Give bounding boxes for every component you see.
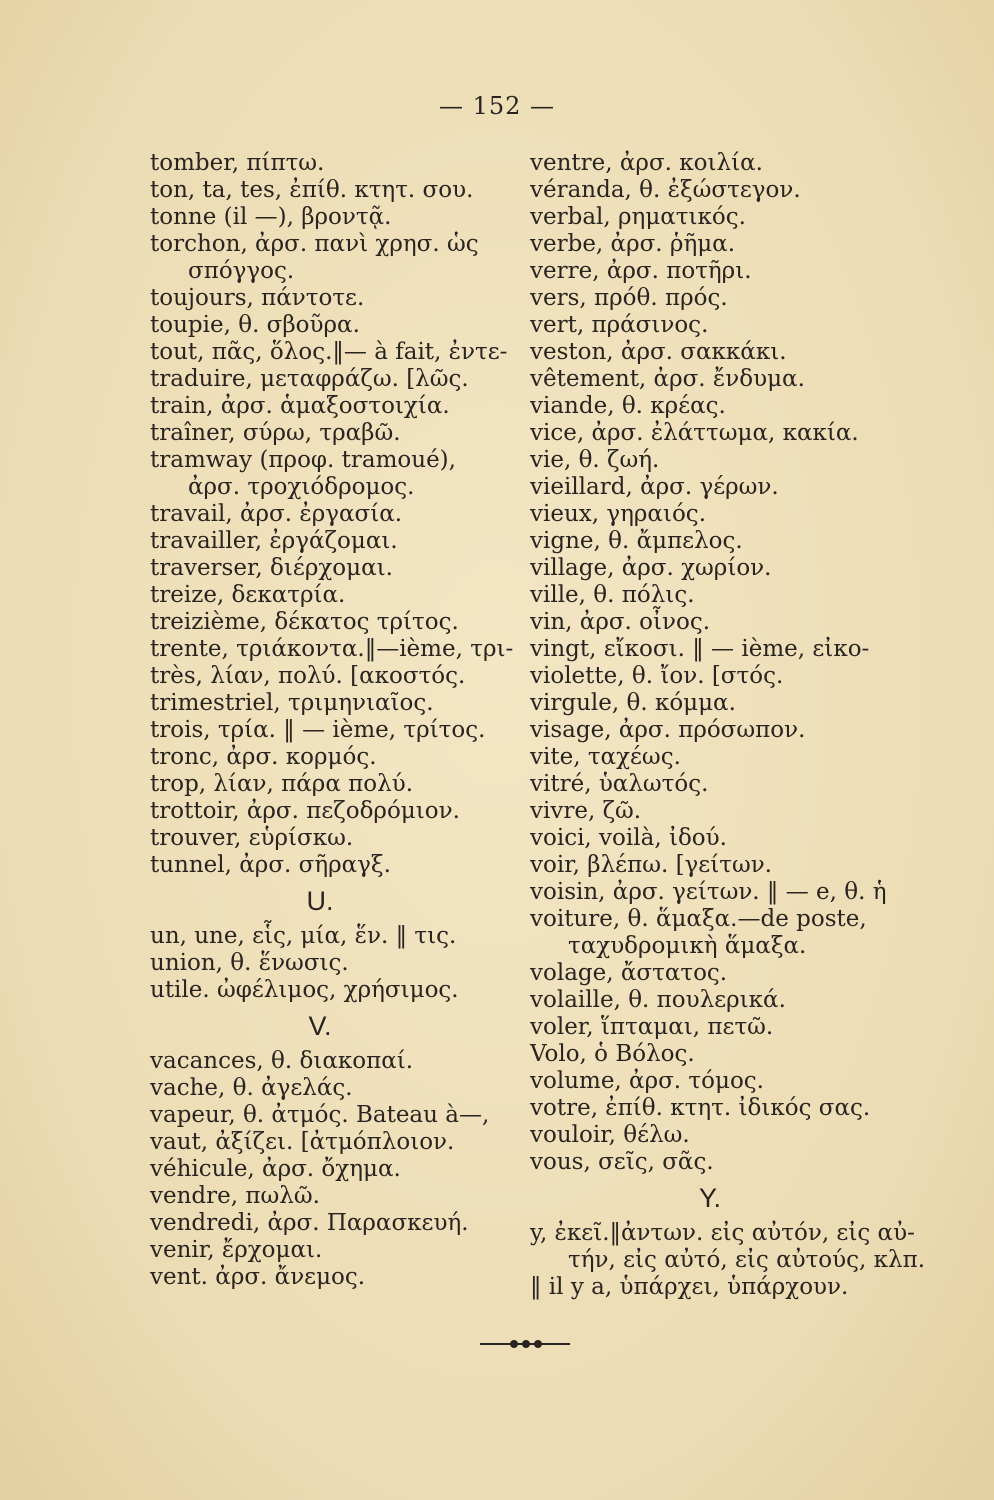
- dictionary-entry: très, λίαν, πολύ. [ακοστός.: [150, 663, 466, 689]
- dictionary-entry: vouloir, θέλω.: [530, 1122, 690, 1148]
- dictionary-entry: union, θ. ἕνωσις.: [150, 950, 349, 976]
- dictionary-entry: voler, ἵπταμαι, πετῶ.: [530, 1014, 774, 1040]
- right-column: [530, 150, 926, 1301]
- dictionary-entry: verbe, ἀρσ. ῥῆμα.: [530, 231, 736, 257]
- dictionary-entry: vigne, θ. ἄμπελος.: [530, 528, 743, 554]
- dictionary-entry: tramway (προφ. tramoué),: [150, 447, 456, 473]
- dictionary-entry: toujours, πάντοτε.: [150, 285, 365, 311]
- dictionary-entry: veston, ἀρσ. σακκάκι.: [530, 339, 787, 365]
- dictionary-entry: train, ἀρσ. ἁμαξοστοιχία.: [150, 393, 450, 419]
- section-letter: V.: [308, 1011, 332, 1041]
- dictionary-entry: Volo, ὁ Βόλος.: [530, 1041, 695, 1067]
- dictionary-entry: vent. ἀρσ. ἄνεμος.: [150, 1264, 366, 1290]
- dictionary-entry: violette, θ. ἴον. [στός.: [530, 663, 784, 689]
- dictionary-entry: vie, θ. ζωή.: [530, 447, 660, 473]
- dictionary-entry: tomber, πίπτω.: [150, 150, 325, 176]
- dictionary-entry: visage, ἀρσ. πρόσωπον.: [530, 717, 806, 743]
- dictionary-entry: voiture, θ. ἅμαξα.—de poste,: [530, 906, 867, 932]
- dictionary-entry: volaille, θ. πουλερικά.: [530, 987, 786, 1013]
- dictionary-entry: trottoir, ἀρσ. πεζοδρόμιον.: [150, 798, 460, 824]
- dictionary-entry: vendre, πωλῶ.: [150, 1183, 320, 1209]
- dictionary-entry: vendredi, ἀρσ. Παρασκευή.: [150, 1210, 469, 1236]
- dictionary-entry-continuation: ταχυδρομικὴ ἅμαξα.: [568, 933, 807, 959]
- dictionary-entry: viande, θ. κρέας.: [530, 393, 726, 419]
- dictionary-entry: toupie, θ. σβοῦρα.: [150, 312, 360, 338]
- dictionary-entry: vice, ἀρσ. ἐλάττωμα, κακία.: [530, 420, 859, 446]
- dictionary-entry: voisin, ἀρσ. γείτων. ‖ — e, θ. ἡ: [530, 879, 887, 905]
- dictionary-entry-continuation: ἀρσ. τροχιόδρομος.: [188, 474, 415, 500]
- dictionary-entry: trente, τριάκοντα.‖—ième, τρι-: [150, 636, 514, 662]
- dictionary-entry: vacances, θ. διακοπαί.: [150, 1048, 414, 1074]
- dictionary-entry: traverser, διέρχομαι.: [150, 555, 393, 581]
- dictionary-entry: vapeur, θ. ἀτμός. Bateau à—,: [150, 1102, 490, 1128]
- dictionary-entry: travail, ἀρσ. ἐργασία.: [150, 501, 403, 527]
- dictionary-entry: traduire, μεταφράζω. [λῶς.: [150, 366, 469, 392]
- dictionary-entry: trop, λίαν, πάρα πολύ.: [150, 771, 414, 797]
- dictionary-entry: traîner, σύρω, τραβῶ.: [150, 420, 401, 446]
- dictionary-entry: vitré, ὑαλωτός.: [530, 771, 709, 797]
- dictionary-entry: vache, θ. ἀγελάς.: [150, 1075, 353, 1101]
- dictionary-entry-continuation: τήν, εἰς αὐτό, εἰς αὐτούς, κλπ.: [568, 1247, 926, 1273]
- dictionary-entry: tronc, ἀρσ. κορμός.: [150, 744, 377, 770]
- dictionary-entry: voici, voilà, ἰδού.: [530, 825, 727, 851]
- dictionary-entry: y, ἐκεῖ.‖ἀντων. εἰς αὐτόν, εἰς αὐ-: [530, 1220, 915, 1246]
- end-ornament: [480, 1340, 570, 1348]
- dictionary-entry: vous, σεῖς, σᾶς.: [530, 1149, 714, 1175]
- dictionary-entry: tunnel, ἀρσ. σῆραγξ.: [150, 852, 391, 878]
- dictionary-entry: verre, ἀρσ. ποτῆρι.: [530, 258, 752, 284]
- dictionary-entry-continuation: σπόγγος.: [188, 258, 295, 284]
- dictionary-entry: vaut, ἀξίζει. [ἀτμόπλοιον.: [150, 1129, 455, 1155]
- dictionary-entry: verbal, ρηματικός.: [530, 204, 746, 230]
- dictionary-entry: vin, ἀρσ. οἶνος.: [530, 609, 711, 635]
- dictionary-entry: virgule, θ. κόμμα.: [530, 690, 736, 716]
- dictionary-entry: venir, ἔρχομαι.: [150, 1237, 323, 1263]
- dictionary-entry: vert, πράσινος.: [530, 312, 709, 338]
- left-column: [150, 150, 514, 1291]
- dictionary-entry: ton, ta, tes, ἐπίθ. κτητ. σου.: [150, 177, 474, 203]
- dictionary-entry: volume, ἀρσ. τόμος.: [530, 1068, 764, 1094]
- dictionary-entry: village, ἀρσ. χωρίον.: [530, 555, 772, 581]
- page-number: — 152 —: [438, 92, 556, 120]
- dictionary-entry: treize, δεκατρία.: [150, 582, 346, 608]
- dictionary-entry: treizième, δέκατος τρίτος.: [150, 609, 459, 635]
- dictionary-entry: véranda, θ. ἐξώστεγον.: [530, 177, 801, 203]
- dictionary-entry: un, une, εἷς, μία, ἕν. ‖ τις.: [150, 923, 457, 949]
- dictionary-entry: utile. ὠφέλιμος, χρήσιμος.: [150, 977, 459, 1003]
- dictionary-entry: vingt, εἴκοσι. ‖ — ième, εἰκο-: [530, 636, 870, 662]
- dictionary-entry: ‖ il y a, ὑπάρχει, ὑπάρχουν.: [530, 1274, 849, 1300]
- dictionary-entry: tout, πᾶς, ὅλος.‖— à fait, ἐντε-: [150, 339, 508, 365]
- dictionary-entry: vieillard, ἀρσ. γέρων.: [530, 474, 779, 500]
- dictionary-entry: véhicule, ἀρσ. ὄχημα.: [150, 1156, 401, 1182]
- dictionary-entry: torchon, ἀρσ. πανὶ χρησ. ὡς: [150, 231, 479, 257]
- dictionary-entry: vêtement, ἀρσ. ἔνδυμα.: [530, 366, 805, 392]
- dictionary-entry: votre, ἐπίθ. κτητ. ἰδικός σας.: [530, 1095, 871, 1121]
- dictionary-entry: vieux, γηραιός.: [530, 501, 707, 527]
- dictionary-entry: voir, βλέπω. [γείτων.: [530, 852, 772, 878]
- dictionary-entry: vivre, ζῶ.: [530, 798, 642, 824]
- dictionary-entry: travailler, ἐργάζομαι.: [150, 528, 398, 554]
- dictionary-entry: vite, ταχέως.: [530, 744, 681, 770]
- dictionary-entry: ventre, ἀρσ. κοιλία.: [530, 150, 763, 176]
- section-letter: U.: [306, 886, 334, 916]
- dictionary-entry: trimestriel, τριμηνιαῖος.: [150, 690, 434, 716]
- dictionary-entry: trouver, εὑρίσκω.: [150, 825, 354, 851]
- dictionary-entry: tonne (il —), βροντᾷ.: [150, 204, 392, 230]
- dictionary-entry: vers, πρόθ. πρός.: [530, 285, 728, 311]
- dictionary-entry: ville, θ. πόλις.: [530, 582, 695, 608]
- dictionary-entry: volage, ἄστατος.: [530, 960, 728, 986]
- section-letter: Y.: [698, 1183, 722, 1213]
- dictionary-entry: trois, τρία. ‖ — ième, τρίτος.: [150, 717, 486, 743]
